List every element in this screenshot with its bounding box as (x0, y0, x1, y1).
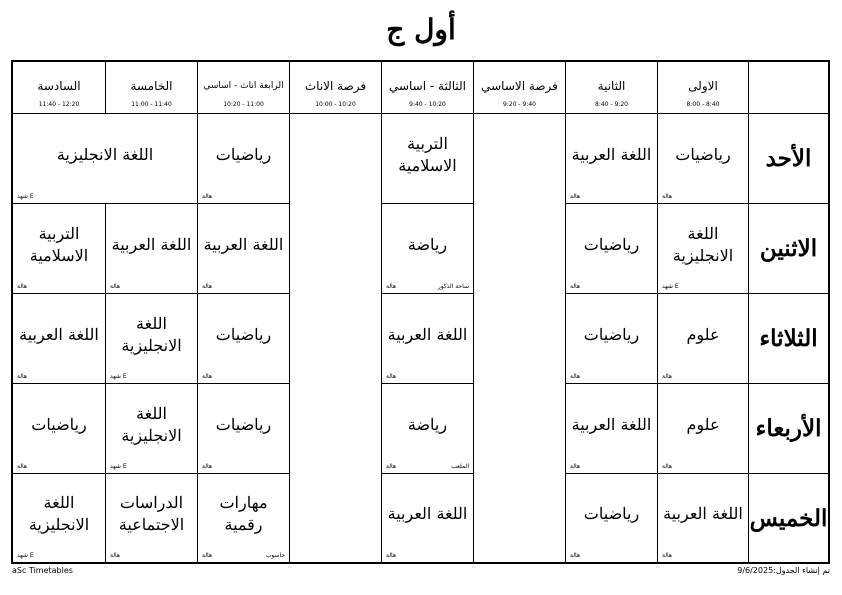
period-name: الخامسة (130, 79, 173, 93)
lesson-teacher: هالة (662, 552, 673, 559)
lesson-cell[interactable] (197, 294, 289, 384)
lesson-teacher: هالة (386, 552, 397, 559)
break-column (473, 114, 565, 562)
period-time: 10:20 - 11:00 (223, 101, 264, 108)
day-label: الأربعاء (748, 384, 828, 474)
lesson-teacher: هالة (662, 193, 673, 200)
lesson-teacher: هالة (570, 283, 581, 290)
lesson-teacher: E شهد (110, 373, 127, 380)
footer-created-date: تم إنشاء الجدول:9/6/2025 (737, 566, 830, 575)
period-name: الرابعة اناث - اساسي (203, 81, 284, 91)
lesson-cell[interactable] (381, 114, 473, 204)
lesson-cell[interactable] (565, 384, 657, 474)
lesson-cell[interactable] (657, 204, 748, 294)
lesson-teacher: هالة (202, 283, 213, 290)
lesson-teacher: هالة (570, 463, 581, 470)
lesson-cell[interactable] (105, 294, 197, 384)
lesson-subject: اللغة العربية (571, 144, 652, 164)
lesson-teacher: هالة (110, 283, 121, 290)
lesson-cell[interactable] (197, 384, 289, 474)
lesson-teacher: هالة (386, 373, 397, 380)
period-name: الثالثة - اساسي (388, 79, 467, 93)
lesson-subject: علوم (686, 324, 720, 344)
lesson-subject: الدراسات الاجتماعية (118, 493, 185, 534)
lesson-subject: اللغة العربية (19, 324, 99, 344)
lesson-cell[interactable] (197, 474, 289, 562)
page-title: أول ج (386, 13, 456, 46)
break-column (289, 114, 381, 562)
lesson-subject: اللغة العربية (387, 504, 468, 523)
period-name: الاولى (688, 79, 718, 93)
lesson-room: ساحة الذكور (437, 283, 469, 290)
period-header (473, 62, 565, 114)
period-time: 8:40 - 9:20 (595, 101, 628, 108)
lesson-teacher: هالة (17, 283, 28, 290)
period-name: السادسة (37, 79, 81, 93)
lesson-teacher: E شهد (110, 463, 127, 470)
timetable-grid (11, 60, 830, 564)
lesson-cell[interactable] (13, 114, 197, 204)
day-label: الاثنين (748, 204, 828, 294)
lesson-subject: رياضيات (583, 504, 640, 523)
lesson-teacher: هالة (570, 373, 581, 380)
period-header (105, 62, 197, 114)
lesson-cell[interactable] (105, 204, 197, 294)
lesson-subject: اللغة الانجليزية (28, 493, 90, 534)
lesson-subject: اللغة الانجليزية (121, 403, 182, 445)
lesson-subject: مهارات رقمية (219, 493, 268, 534)
lesson-cell[interactable] (197, 204, 289, 294)
lesson-subject: رياضيات (583, 324, 640, 344)
lesson-subject: اللغة العربية (111, 234, 192, 254)
lesson-cell[interactable] (657, 384, 748, 474)
day-label: الخميس (748, 474, 828, 562)
lesson-subject: رياضيات (215, 414, 272, 434)
lesson-teacher: هالة (570, 193, 581, 200)
lesson-teacher: E شهد (662, 283, 679, 290)
period-name: فرصة الاساسي (481, 79, 558, 93)
lesson-subject: رياضة (407, 414, 448, 434)
lesson-room: حاسوب (265, 552, 285, 559)
lesson-subject: اللغة الانجليزية (672, 223, 734, 265)
lesson-cell[interactable] (381, 474, 473, 562)
lesson-teacher: E شهد (17, 193, 34, 200)
period-header (657, 62, 748, 114)
lesson-subject: اللغة العربية (571, 414, 652, 434)
lesson-subject: رياضيات (215, 144, 272, 164)
lesson-subject: رياضيات (31, 414, 87, 434)
period-header (381, 62, 473, 114)
lesson-subject: التربية الاسلامية (398, 133, 457, 175)
day-label: الثلاثاء (748, 294, 828, 384)
lesson-cell[interactable] (381, 204, 473, 294)
lesson-teacher: هالة (202, 373, 213, 380)
lesson-cell[interactable] (13, 294, 105, 384)
lesson-teacher: E شهد (17, 552, 34, 559)
lesson-cell[interactable] (657, 294, 748, 384)
lesson-cell[interactable] (657, 474, 748, 562)
period-header (13, 62, 105, 114)
lesson-teacher: هالة (662, 373, 673, 380)
period-header (565, 62, 657, 114)
lesson-cell[interactable] (13, 474, 105, 562)
lesson-teacher: هالة (662, 463, 673, 470)
lesson-subject: رياضيات (583, 234, 640, 254)
lesson-room: الملعب (451, 463, 469, 470)
lesson-teacher: هالة (17, 463, 28, 470)
lesson-cell[interactable] (197, 114, 289, 204)
lesson-cell[interactable] (565, 114, 657, 204)
period-time: 11:00 - 11:40 (131, 101, 172, 108)
corner-cell (748, 62, 828, 114)
lesson-cell[interactable] (565, 474, 657, 562)
lesson-teacher: هالة (570, 552, 581, 559)
lesson-teacher: هالة (17, 373, 28, 380)
lesson-teacher: هالة (202, 463, 213, 470)
period-header (289, 62, 381, 114)
lesson-subject: اللغة الانجليزية (121, 313, 182, 355)
period-time: 10:00 - 10:20 (315, 101, 356, 108)
period-time: 11:40 - 12:20 (38, 101, 80, 108)
lesson-cell[interactable] (381, 294, 473, 384)
day-label: الأحد (748, 114, 828, 204)
lesson-cell[interactable] (13, 204, 105, 294)
lesson-teacher: هالة (386, 463, 397, 470)
period-name: الثانية (597, 79, 626, 93)
period-time: 9:20 - 9:40 (503, 101, 536, 108)
footer-generator: aSc Timetables (12, 566, 73, 575)
lesson-cell[interactable] (565, 294, 657, 384)
lesson-cell[interactable] (105, 474, 197, 562)
lesson-cell[interactable] (657, 114, 748, 204)
lesson-subject: علوم (686, 414, 720, 434)
lesson-subject: رياضة (407, 234, 448, 254)
period-time: 9:40 - 10:20 (409, 101, 446, 108)
lesson-cell[interactable] (381, 384, 473, 474)
lesson-teacher: هالة (110, 552, 121, 559)
lesson-subject: اللغة العربية (663, 504, 743, 523)
lesson-subject: رياضيات (215, 324, 272, 344)
period-time: 8:00 - 8:40 (686, 101, 720, 108)
lesson-teacher: هالة (202, 552, 213, 559)
period-name: فرصة الاناث (304, 79, 367, 93)
lesson-cell[interactable] (105, 384, 197, 474)
lesson-cell[interactable] (13, 384, 105, 474)
lesson-cell[interactable] (565, 204, 657, 294)
lesson-teacher: هالة (202, 193, 213, 200)
lesson-teacher: هالة (386, 283, 397, 290)
lesson-subject: التربية الاسلامية (29, 223, 89, 265)
lesson-subject: رياضيات (675, 144, 731, 164)
period-header (197, 62, 289, 114)
lesson-subject: اللغة العربية (203, 234, 284, 254)
lesson-subject: اللغة الانجليزية (56, 144, 154, 164)
lesson-subject: اللغة العربية (387, 324, 468, 344)
